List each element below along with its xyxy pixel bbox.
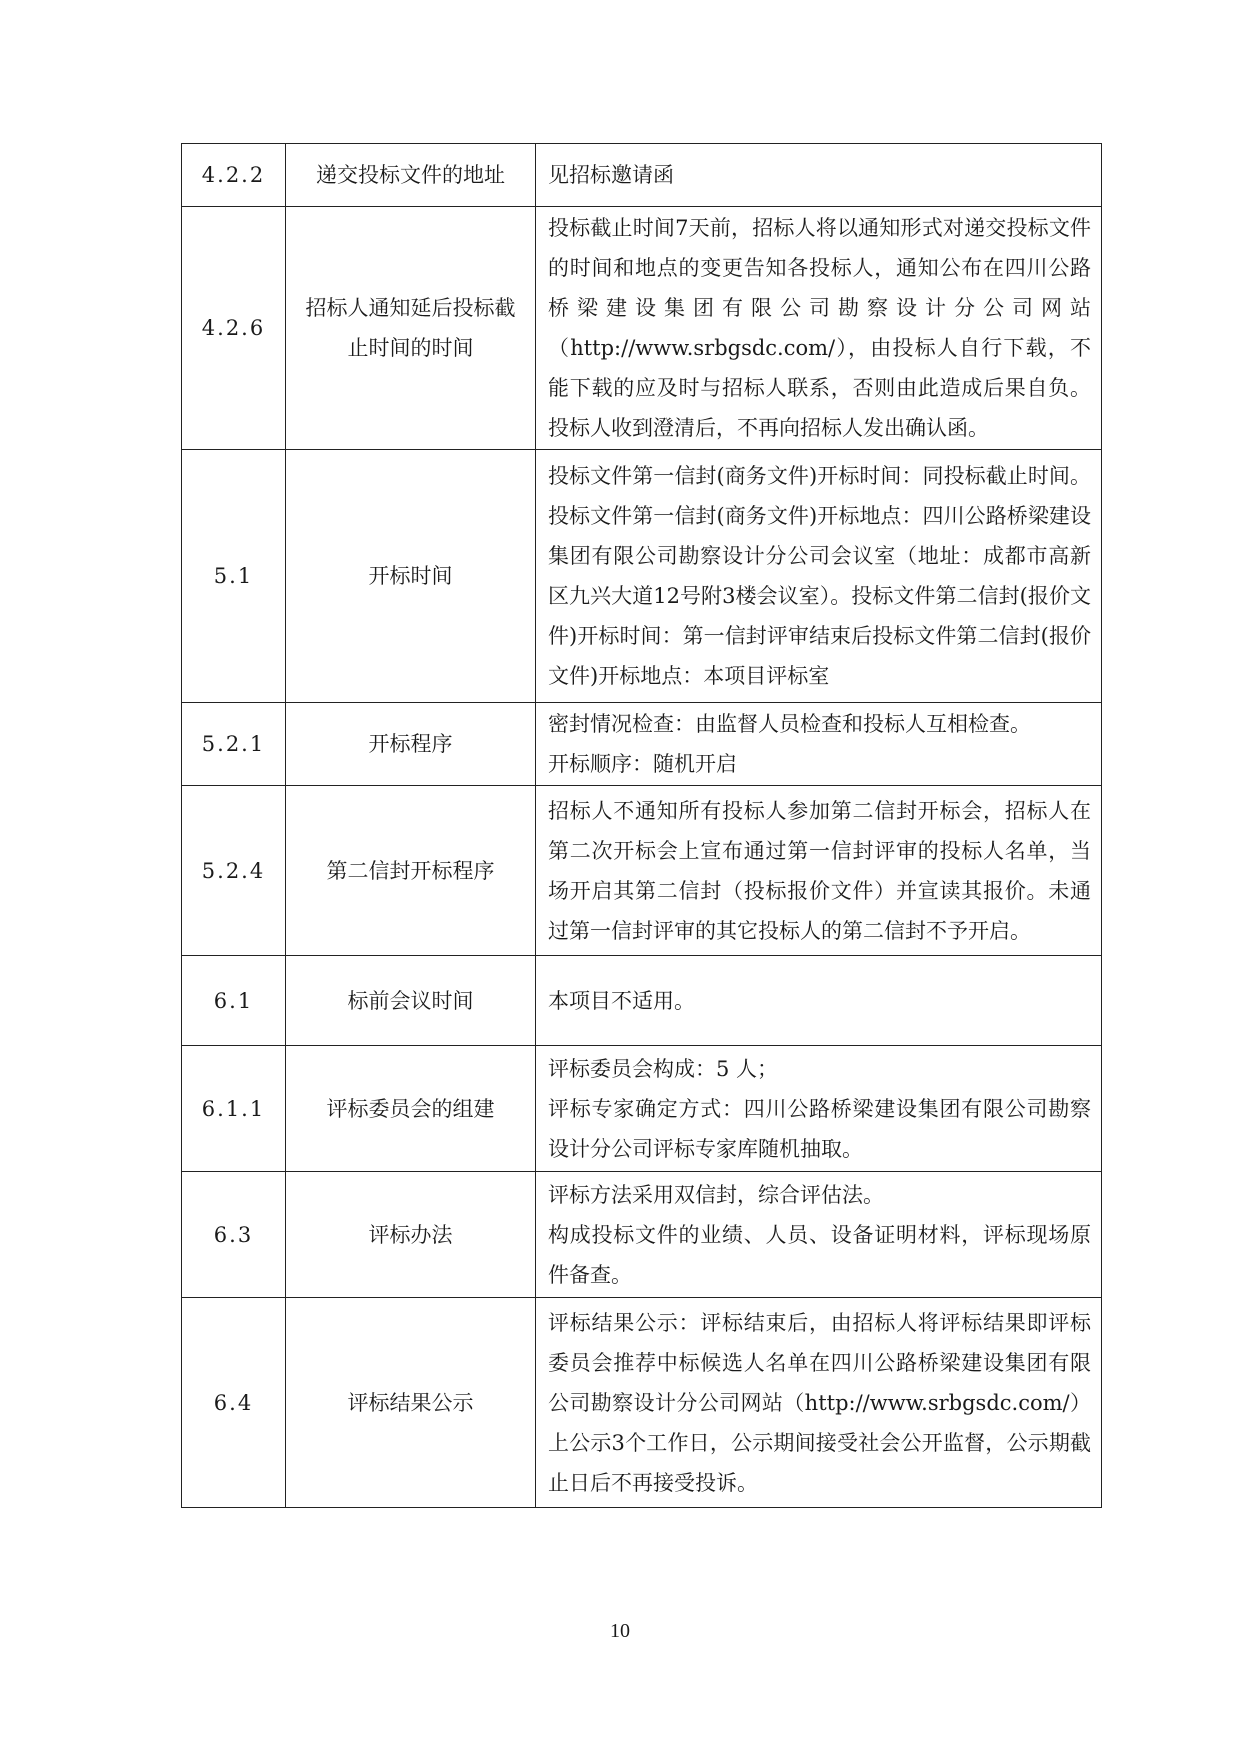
- clause-content: 招标人不通知所有投标人参加第二信封开标会，招标人在第二次开标会上宣布通过第一信封评审的投标人名单，当场开启其第二信封（投标报价文件）并宣读其报价。未通过第一信封评审的其它投标人的第二信封不予开启。: [536, 786, 1102, 956]
- table-row: [182, 1172, 1102, 1298]
- table-row: [182, 1046, 1102, 1172]
- clause-number: 4.2.6: [182, 207, 286, 450]
- clause-number: 6.1: [182, 956, 286, 1046]
- bid-data-table: [181, 143, 1102, 1508]
- clause-number: 6.4: [182, 1298, 286, 1508]
- clause-content: 评标委员会构成：5 人； 评标专家确定方式：四川公路桥梁建设集团有限公司勘察设计分公司评标专家库随机抽取。: [536, 1046, 1102, 1172]
- clause-content: 评标结果公示：评标结束后，由招标人将评标结果即评标委员会推荐中标候选人名单在四川公路桥梁建设集团有限公司勘察设计分公司网站（http://www.srbgsdc.com/）上公示3个工作日，公示期间接受社会公开监督，公示期截止日后不再接受投诉。: [536, 1298, 1102, 1508]
- clause-item: 评标委员会的组建: [286, 1046, 536, 1172]
- clause-content: 见招标邀请函: [536, 144, 1102, 207]
- table-row: [182, 144, 1102, 207]
- table-row: [182, 786, 1102, 956]
- clause-item: 第二信封开标程序: [286, 786, 536, 956]
- clause-content: 本项目不适用。: [536, 956, 1102, 1046]
- clause-number: 5.2.1: [182, 703, 286, 786]
- clause-content: 投标截止时间7天前，招标人将以通知形式对递交投标文件的时间和地点的变更告知各投标人，通知公布在四川公路桥梁建设集团有限公司勘察设计分公司网站（http://www.srbgsdc.com/），由投标人自行下载，不能下载的应及时与招标人联系，否则由此造成后果自负。投标人收到澄清后，不再向招标人发出确认函。: [536, 207, 1102, 450]
- table-row: [182, 956, 1102, 1046]
- table-row: [182, 450, 1102, 703]
- table-row: [182, 207, 1102, 450]
- clause-content: 密封情况检查：由监督人员检查和投标人互相检查。 开标顺序：随机开启: [536, 703, 1102, 786]
- clause-item: 递交投标文件的地址: [286, 144, 536, 207]
- clause-item: 开标时间: [286, 450, 536, 703]
- page-number: 10: [610, 1620, 630, 1642]
- clause-content: 评标方法采用双信封，综合评估法。 构成投标文件的业绩、人员、设备证明材料，评标现场原件备查。: [536, 1172, 1102, 1298]
- clause-item: 标前会议时间: [286, 956, 536, 1046]
- clause-item: 开标程序: [286, 703, 536, 786]
- clause-content: 投标文件第一信封(商务文件)开标时间：同投标截止时间。投标文件第一信封(商务文件)开标地点：四川公路桥梁建设集团有限公司勘察设计分公司会议室（地址：成都市高新区九兴大道12号附3楼会议室）。投标文件第二信封(报价文件)开标时间：第一信封评审结束后投标文件第二信封(报价文件)开标地点：本项目评标室: [536, 450, 1102, 703]
- clause-number: 6.1.1: [182, 1046, 286, 1172]
- clause-number: 6.3: [182, 1172, 286, 1298]
- clause-item: 招标人通知延后投标截止时间的时间: [286, 207, 536, 450]
- clause-number: 4.2.2: [182, 144, 286, 207]
- clause-number: 5.2.4: [182, 786, 286, 956]
- clause-item: 评标结果公示: [286, 1298, 536, 1508]
- table-row: [182, 703, 1102, 786]
- clause-item: 评标办法: [286, 1172, 536, 1298]
- clause-number: 5.1: [182, 450, 286, 703]
- table-row: [182, 1298, 1102, 1508]
